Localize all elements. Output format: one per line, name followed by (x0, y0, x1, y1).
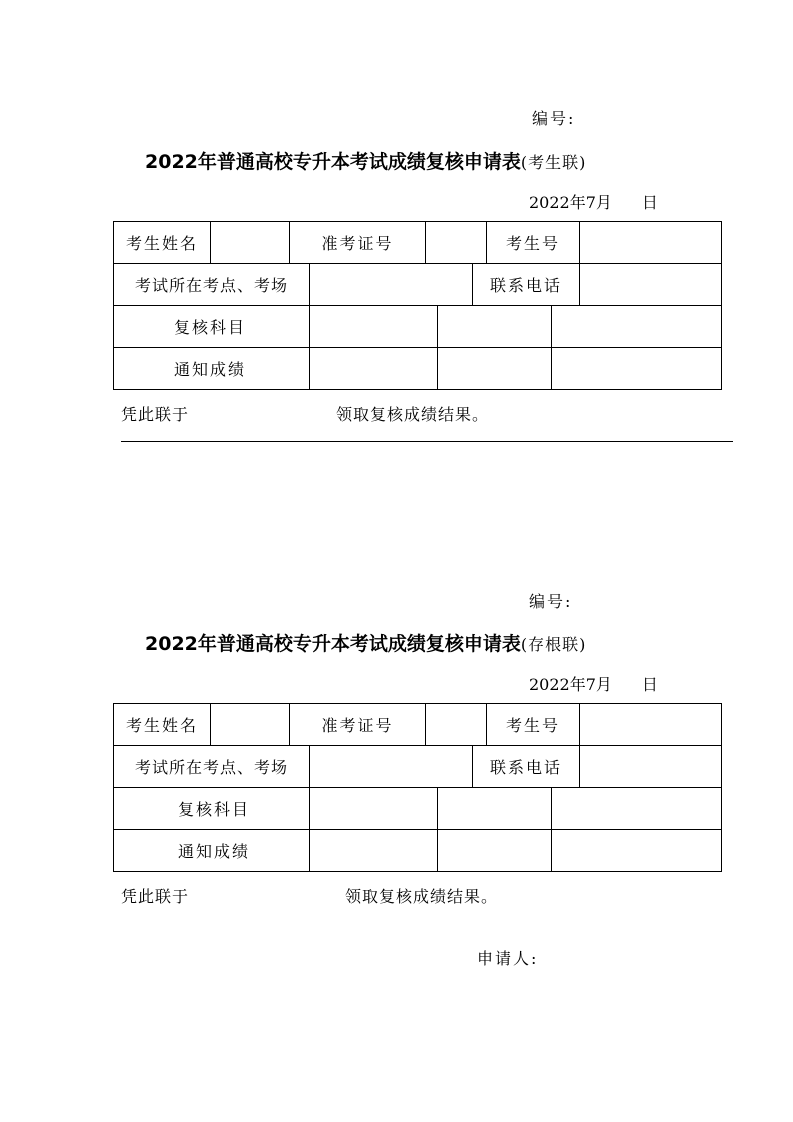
exam-no-label-2: 考生号 (487, 704, 580, 746)
subject-field-2[interactable] (438, 306, 552, 348)
name-label-2: 考生姓名 (114, 704, 211, 746)
form-title-text: 2022年普通高校专升本考试成绩复核申请表 (145, 151, 521, 173)
score-field-2-1[interactable] (310, 830, 438, 872)
score-label-2: 通知成绩 (114, 830, 310, 872)
form-title-suffix-2: (存根联) (520, 635, 587, 654)
form-title-suffix: (考生联) (520, 153, 587, 172)
receipt-prefix: 凭此联于 (121, 405, 190, 424)
subject-field-2-3[interactable] (552, 788, 722, 830)
subject-field-1[interactable] (310, 306, 438, 348)
phone-field-2[interactable] (580, 746, 722, 788)
application-table-2 (113, 703, 722, 872)
subject-label-2: 复核科目 (114, 788, 310, 830)
admission-label-2: 准考证号 (290, 704, 426, 746)
venue-field-2[interactable] (310, 746, 473, 788)
exam-no-field[interactable] (580, 222, 722, 264)
form-title-text-2: 2022年普通高校专升本考试成绩复核申请表 (145, 633, 521, 655)
subject-field-2-1[interactable] (310, 788, 438, 830)
date-line-2 (529, 672, 658, 695)
receipt-suffix: 领取复核成绩结果。 (336, 405, 490, 424)
cut-line (121, 441, 733, 442)
serial-label-2: 编号: (529, 592, 573, 611)
phone-label-2: 联系电话 (473, 746, 580, 788)
score-field-3[interactable] (552, 348, 722, 390)
admission-field-2[interactable] (426, 704, 487, 746)
receipt-suffix-2: 领取复核成绩结果。 (345, 887, 499, 906)
venue-label: 考试所在考点、考场 (114, 264, 310, 306)
score-field-2[interactable] (438, 348, 552, 390)
score-field-1[interactable] (310, 348, 438, 390)
admission-field[interactable] (426, 222, 487, 264)
venue-field[interactable] (310, 264, 473, 306)
score-label: 通知成绩 (114, 348, 310, 390)
phone-label: 联系电话 (473, 264, 580, 306)
name-field-2[interactable] (211, 704, 290, 746)
application-table (113, 221, 722, 390)
subject-field-2-2[interactable] (438, 788, 552, 830)
applicant-label: 申请人: (477, 949, 539, 968)
name-field[interactable] (211, 222, 290, 264)
date-day: 日 (641, 193, 658, 212)
score-field-2-3[interactable] (552, 830, 722, 872)
subject-label: 复核科目 (114, 306, 310, 348)
subject-field-3[interactable] (552, 306, 722, 348)
phone-field[interactable] (580, 264, 722, 306)
date-day-2: 日 (641, 675, 658, 694)
date-year-month-2: 2022年7月 (529, 675, 612, 694)
date-year-month: 2022年7月 (529, 193, 612, 212)
admission-label: 准考证号 (290, 222, 426, 264)
score-field-2-2[interactable] (438, 830, 552, 872)
name-label: 考生姓名 (114, 222, 211, 264)
exam-no-label: 考生号 (487, 222, 580, 264)
form-title (145, 147, 586, 174)
form-title-2 (145, 629, 586, 656)
exam-no-field-2[interactable] (580, 704, 722, 746)
venue-label-2: 考试所在考点、考场 (114, 746, 310, 788)
date-line (529, 190, 658, 213)
serial-label: 编号: (532, 109, 576, 128)
receipt-prefix-2: 凭此联于 (121, 887, 190, 906)
